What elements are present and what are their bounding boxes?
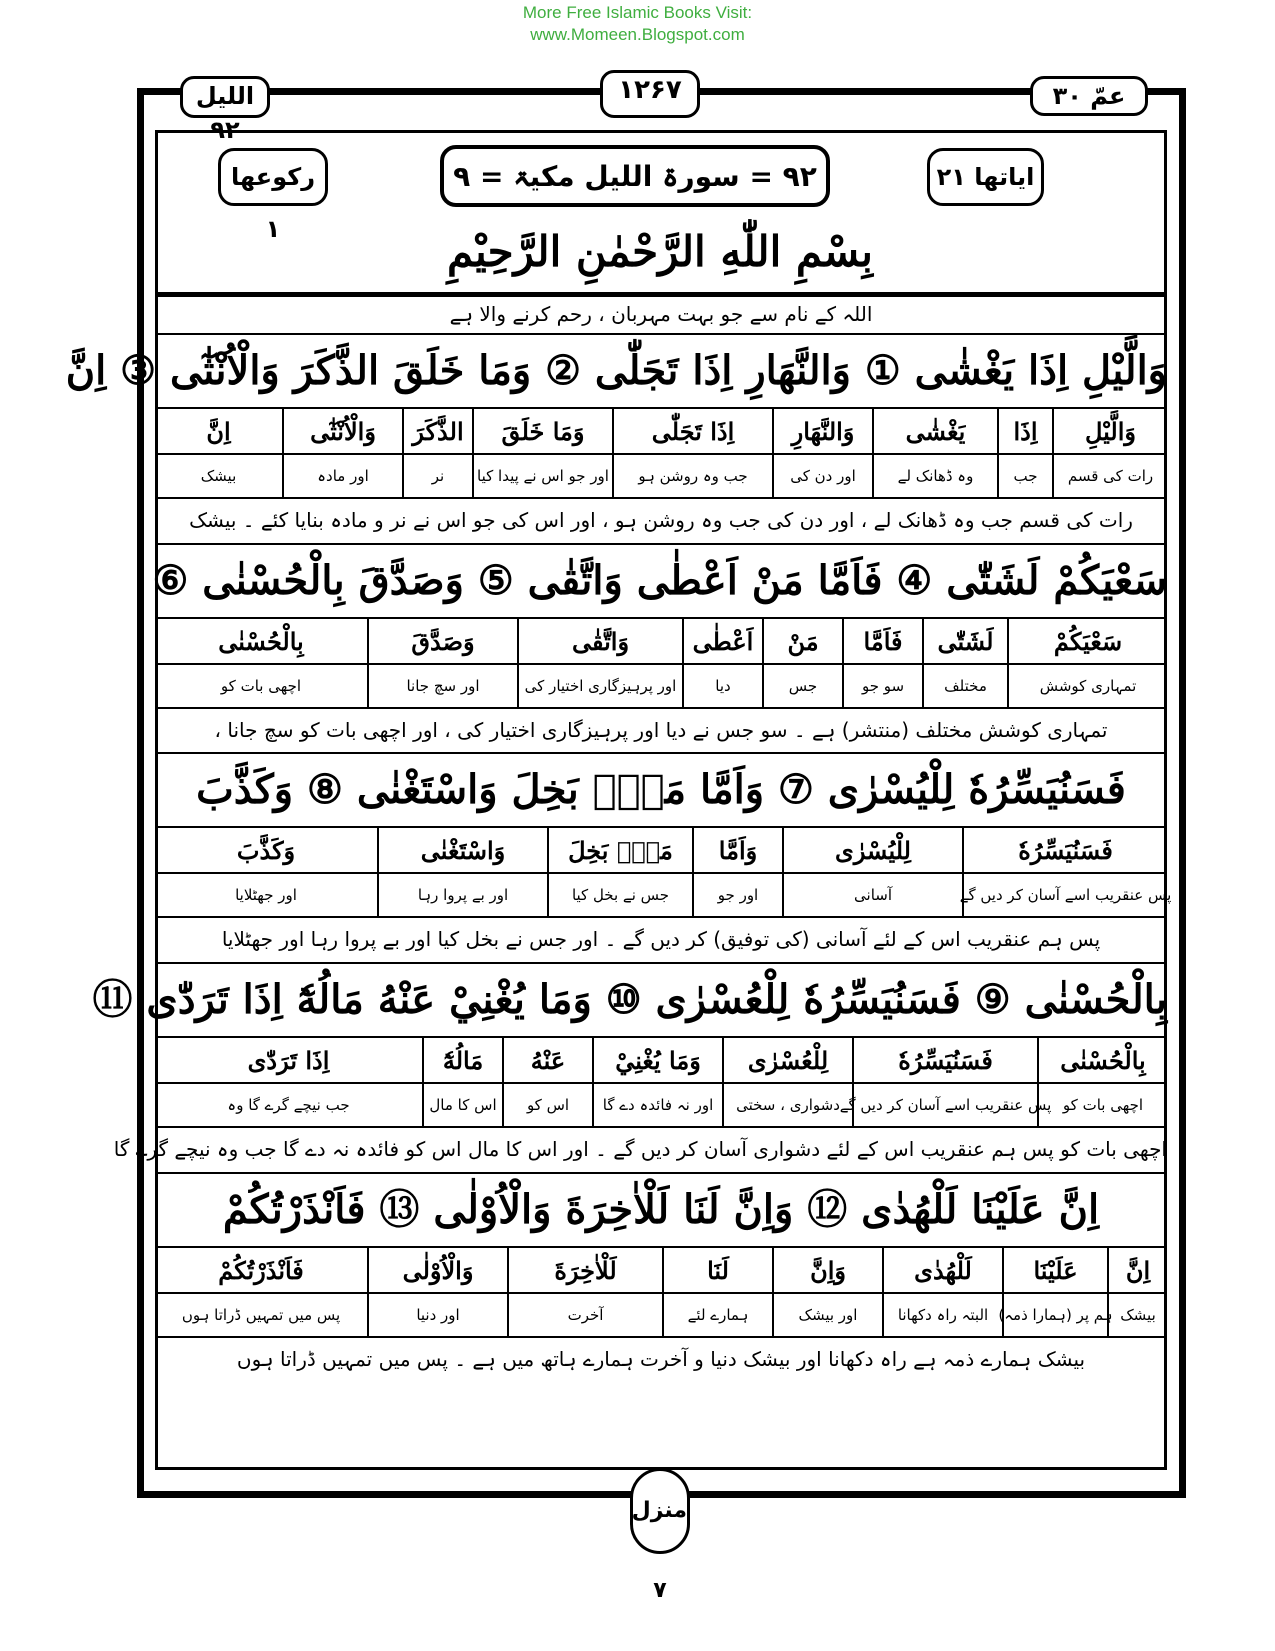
verse-translation: رات کی قسم جب وہ ڈھانک لے ، اور دن کی جب وہ روشن ہو ، اور اس کی جو اس نے نر و مادہ بنایا کئے ۔ بیشک — [189, 508, 1133, 532]
word-cell: لَلْهُدٰى — [882, 1248, 1002, 1292]
divider — [155, 962, 1167, 964]
meaning-cell: اچھی بات کو — [220, 677, 302, 695]
meaning-cell: بیشک — [1107, 1294, 1167, 1336]
bismillah: بِسْمِ اللّٰهِ الرَّحْمٰنِ الرَّحِيْمِ — [447, 227, 873, 276]
arabic-verse-line: وَالَّيْلِ اِذَا يَغْشٰى ① وَالنَّهَارِ اِذَا تَجَلّٰى ② وَمَا خَلَقَ الذَّكَرَ وَالْاُنْثٰٓى ③ اِنَّ — [65, 347, 1167, 394]
word-cell: وَاسْتَغْنٰى — [377, 828, 547, 872]
meaning-cell: اچھی بات کو — [1037, 1084, 1167, 1126]
meaning-cell: رات کی قسم — [1052, 455, 1167, 497]
divider — [155, 1172, 1167, 1174]
meaning-row — [155, 1294, 1167, 1336]
meaning-cell: دیا — [682, 665, 762, 707]
meaning-cell: اس کو — [502, 1084, 592, 1126]
site-note-url[interactable]: www.Momeen.Blogspot.com — [530, 25, 745, 44]
divider — [155, 916, 1167, 918]
word-cell: وَاِنَّ — [772, 1248, 882, 1292]
page-number: ۱۲۶۷ — [600, 70, 700, 118]
divider — [155, 497, 1167, 499]
meaning-row — [155, 874, 1172, 916]
meaning-cell: ہمارے لئے — [662, 1294, 772, 1336]
meaning-cell: جب — [997, 455, 1052, 497]
verse-translation: پس ہم عنقریب اس کے لئے آسانی (کی توفیق) کر دیں گے ۔ اور جس نے بخل کیا اور بے پروا رہا اور جھٹلایا — [221, 927, 1101, 951]
word-cell: مَنْ — [762, 619, 842, 663]
meaning-cell: اور مادہ — [282, 455, 402, 497]
meaning-cell: اور بے پروا رہا — [377, 874, 547, 916]
word-row — [155, 1038, 1167, 1082]
word-row — [155, 1248, 1167, 1292]
word-cell: بِالْحُسْنٰى — [1037, 1038, 1167, 1082]
meaning-cell: اور جو اس نے پیدا کیا — [472, 455, 612, 497]
meaning-row — [155, 455, 1167, 497]
manzil-marker: منزل ۷ — [630, 1468, 690, 1554]
meaning-cell: ہم پر (ہمارا ذمہ) — [1002, 1294, 1107, 1336]
meaning-cell: نر — [402, 455, 472, 497]
word-cell: وَمَا خَلَقَ — [472, 409, 612, 453]
word-cell: لِلْيُسْرٰى — [782, 828, 962, 872]
meaning-cell: پس عنقریب اسے آسان کر دیں گے — [962, 874, 1167, 916]
meaning-cell: آخرت — [507, 1294, 662, 1336]
meaning-cell: آسانی — [782, 874, 962, 916]
meaning-cell: اس کا مال — [422, 1084, 502, 1126]
word-cell: فَاَمَّا — [842, 619, 922, 663]
word-cell: عَنْهُ — [502, 1038, 592, 1082]
verse-translation: اچھی بات کو پس ہم عنقریب اس کے لئے دشواری آسان کر دیں گے ۔ اور اس کا مال اس کو فائدہ نہ دے گا جب وہ نیچے گرے گا — [113, 1137, 1167, 1161]
meaning-cell: جب وہ روشن ہو — [612, 455, 772, 497]
verse-translation: بیشک ہمارے ذمہ ہے راہ دکھانا اور بیشک دنیا و آخرت ہمارے ہاتھ میں ہے ۔ پس میں تمہیں ڈراتا ہوں — [236, 1347, 1086, 1371]
surah-title: ۹۲ = سورۃ اللیل مکیۃ = ۹ — [440, 145, 830, 207]
surah-tab: اللیل ۹۲ — [180, 76, 270, 118]
meaning-cell: اور سچ جانا — [367, 665, 517, 707]
meaning-cell: وہ ڈھانک لے — [872, 455, 997, 497]
word-cell: وَاتَّقٰى — [517, 619, 682, 663]
word-cell: لَشَتّٰى — [922, 619, 1007, 663]
meaning-cell: اور دنیا — [367, 1294, 507, 1336]
word-row — [155, 619, 1167, 663]
word-cell: اِنَّ — [1107, 1248, 1167, 1292]
word-cell: فَسَنُيَسِّرُهٗ — [852, 1038, 1037, 1082]
arabic-verse-line: فَسَنُيَسِّرُهٗ لِلْيُسْرٰى ⑦ وَاَمَّا مَنْۢ بَخِلَ وَاسْتَغْنٰى ⑧ وَكَذَّبَ — [196, 766, 1126, 813]
word-row — [155, 828, 1167, 872]
meaning-cell: جس نے بخل کیا — [547, 874, 692, 916]
meaning-cell: بیشک — [200, 467, 237, 485]
meaning-cell: سو جو — [842, 665, 922, 707]
word-cell: مَالُهٗٓ — [422, 1038, 502, 1082]
meaning-cell: پس عنقریب اسے آسان کر دیں گے — [852, 1084, 1037, 1126]
meaning-cell: جس — [762, 665, 842, 707]
meaning-cell: اور نہ فائدہ دے گا — [592, 1084, 722, 1126]
arabic-verse-line: بِالْحُسْنٰى ⑨ فَسَنُيَسِّرُهٗ لِلْعُسْرٰى ⑩ وَمَا يُغْنِيْ عَنْهُ مَالُهٗٓ اِذَا تَرَدّٰى ⑪ — [92, 976, 1167, 1023]
meaning-row — [155, 665, 1167, 707]
word-cell: فَسَنُيَسِّرُهٗ — [962, 828, 1167, 872]
word-row — [155, 409, 1167, 453]
word-cell: وَكَذَّبَ — [236, 835, 296, 865]
word-cell: لِلْعُسْرٰى — [722, 1038, 852, 1082]
word-cell: اِنَّ — [206, 416, 231, 446]
word-cell: وَالْاُوْلٰى — [367, 1248, 507, 1292]
word-cell: بِالْحُسْنٰى — [218, 626, 304, 656]
word-cell: اِذَا تَجَلّٰى — [612, 409, 772, 453]
divider — [155, 333, 1167, 335]
juz-label: عمّ ۳۰ — [1030, 76, 1148, 116]
verse-translation: تمہاری کوشش مختلف (منتشر) ہے ۔ سو جس نے دیا اور پرہیزگاری اختیار کی ، اور اچھی بات کو سچ جانا ، — [214, 718, 1108, 742]
word-cell: يَغْشٰى — [872, 409, 997, 453]
word-cell: وَاَمَّا — [692, 828, 782, 872]
word-cell: وَمَا يُغْنِيْ — [592, 1038, 722, 1082]
ruku-count: رکوعھا ۱ — [218, 148, 328, 206]
meaning-cell: تمہاری کوشش — [1007, 665, 1167, 707]
word-cell: عَلَيْنَا — [1002, 1248, 1107, 1292]
word-cell: وَالَّيْلِ — [1052, 409, 1167, 453]
site-note-line1: More Free Islamic Books Visit: — [522, 3, 753, 22]
word-cell: سَعْيَكُمْ — [1007, 619, 1167, 663]
divider — [155, 1336, 1167, 1338]
word-cell: اِذَا تَرَدّٰى — [247, 1045, 330, 1075]
ayat-count: ایاتھا ۲۱ — [927, 148, 1044, 206]
arabic-verse-line: سَعْيَكُمْ لَشَتّٰى ④ فَاَمَّا مَنْ اَعْطٰى وَاتَّقٰى ⑤ وَصَدَّقَ بِالْحُسْنٰى ⑥ — [152, 557, 1167, 604]
divider — [155, 1126, 1167, 1128]
bismillah-translation: اللہ کے نام سے جو بہت مہربان ، رحم کرنے والا ہے — [449, 302, 873, 326]
meaning-cell: جب نیچے گرے گا وہ — [227, 1096, 350, 1114]
divider — [155, 543, 1167, 545]
meaning-row — [155, 1084, 1167, 1126]
word-cell: وَالنَّهَارِ — [772, 409, 872, 453]
word-cell: مَنْۢ بَخِلَ — [547, 828, 692, 872]
word-cell: اَعْطٰى — [682, 619, 762, 663]
meaning-cell: اور جھٹلایا — [235, 886, 297, 904]
meaning-cell: اور دن کی — [772, 455, 872, 497]
meaning-cell: البتہ راہ دکھانا — [882, 1294, 1002, 1336]
word-cell: فَاَنْذَرْتُكُمْ — [218, 1255, 304, 1285]
meaning-cell: اور بیشک — [772, 1294, 882, 1336]
word-cell: وَالْاُنْثٰٓى — [282, 409, 402, 453]
word-cell: وَصَدَّقَ — [367, 619, 517, 663]
arabic-verse-line: اِنَّ عَلَيْنَا لَلْهُدٰى ⑫ وَاِنَّ لَنَا لَلْاٰخِرَةَ وَالْاُوْلٰى ⑬ فَاَنْذَرْتُكُمْ — [222, 1186, 1100, 1233]
word-cell: اِذَا — [997, 409, 1052, 453]
meaning-cell: پس میں تمہیں ڈراتا ہوں — [181, 1306, 341, 1324]
meaning-cell: اور جو — [692, 874, 782, 916]
divider — [155, 707, 1167, 709]
word-cell: لَلْاٰخِرَةَ — [507, 1248, 662, 1292]
meaning-cell: مختلف — [922, 665, 1007, 707]
divider — [155, 752, 1167, 754]
word-cell: لَنَا — [662, 1248, 772, 1292]
word-cell: الذَّكَرَ — [402, 409, 472, 453]
meaning-cell: اور پرہیزگاری اختیار کی — [517, 665, 682, 707]
meaning-cell: دشواری ، سختی — [722, 1084, 852, 1126]
